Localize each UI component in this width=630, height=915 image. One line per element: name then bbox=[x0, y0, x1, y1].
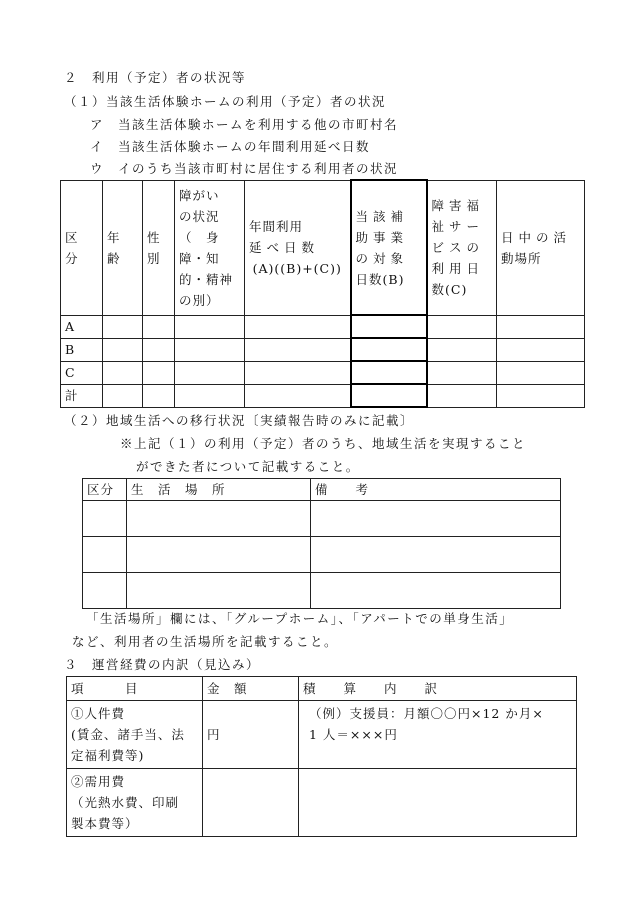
header-living-place: 生 活 場 所 bbox=[127, 479, 311, 501]
expense-table bbox=[66, 676, 577, 837]
header-remarks: 備 考 bbox=[311, 479, 561, 501]
table-row: ②需用費 （光熱水費、印刷 製本費等） bbox=[67, 769, 577, 837]
header-daytime-place: 日中の活 動場所 bbox=[497, 180, 585, 315]
header-disability: 障がい の状況 （ 身 障・知 的・精神 の別） bbox=[175, 180, 245, 315]
subsection-2-title: （２）地域生活への移行状況〔実績報告時のみに記載〕 bbox=[64, 413, 415, 428]
item-i: イ 当該生活体験ホームの年間利用延べ日数 bbox=[90, 139, 371, 154]
header-kubun-2: 区分 bbox=[83, 479, 127, 501]
header-subsidy-days: 当該補 助事業 の対象 日数(B) bbox=[351, 180, 427, 315]
note-1: ※上記（１）の利用（予定）者のうち、地域生活を実現すること bbox=[120, 436, 527, 451]
subsection-1-title: （１）当該生活体験ホームの利用（予定）者の状況 bbox=[64, 94, 387, 109]
user-status-table bbox=[60, 179, 585, 408]
table-row: A bbox=[61, 315, 585, 338]
note-3: 「生活場所」欄には、「グループホーム」、「アパートでの単身生活」 bbox=[86, 611, 514, 626]
table-row bbox=[83, 537, 561, 573]
table-row bbox=[83, 573, 561, 609]
table-row: B bbox=[61, 338, 585, 361]
note-4: など、利用者の生活場所を記載すること。 bbox=[72, 634, 339, 649]
table-row: 計 bbox=[61, 384, 585, 407]
header-sex: 性 別 bbox=[143, 180, 175, 315]
table-row: ①人件費 (賃金、諸手当、法 定福利費等) 円 （例）支援員：月額〇〇円×12 か月× 1 人＝×××円 bbox=[67, 701, 577, 769]
section-3-title: ３ 運営経費の内訳（見込み） bbox=[64, 657, 261, 672]
header-annual-days: 年間利用 延べ日数 (A)((B)+(C)) bbox=[245, 180, 351, 315]
section-2-title: ２ 利用（予定）者の状況等 bbox=[64, 70, 247, 85]
table-row: C bbox=[61, 361, 585, 384]
transition-table bbox=[82, 478, 561, 609]
header-item: 項 目 bbox=[67, 677, 203, 701]
note-2: ができた者について記載すること。 bbox=[136, 459, 360, 474]
header-welfare-days: 障害福 祉サー ビスの 利用日 数(C) bbox=[427, 180, 497, 315]
header-age: 年 齢 bbox=[103, 180, 143, 315]
header-amount: 金 額 bbox=[203, 677, 299, 701]
table-row bbox=[83, 501, 561, 537]
item-u: ウ イのうち当該市町村に居住する利用者の状況 bbox=[90, 161, 399, 176]
item-a: ア 当該生活体験ホームを利用する他の市町村名 bbox=[90, 117, 399, 132]
header-kubun: 区 分 bbox=[61, 180, 103, 315]
header-calc: 積 算 内 訳 bbox=[299, 677, 577, 701]
